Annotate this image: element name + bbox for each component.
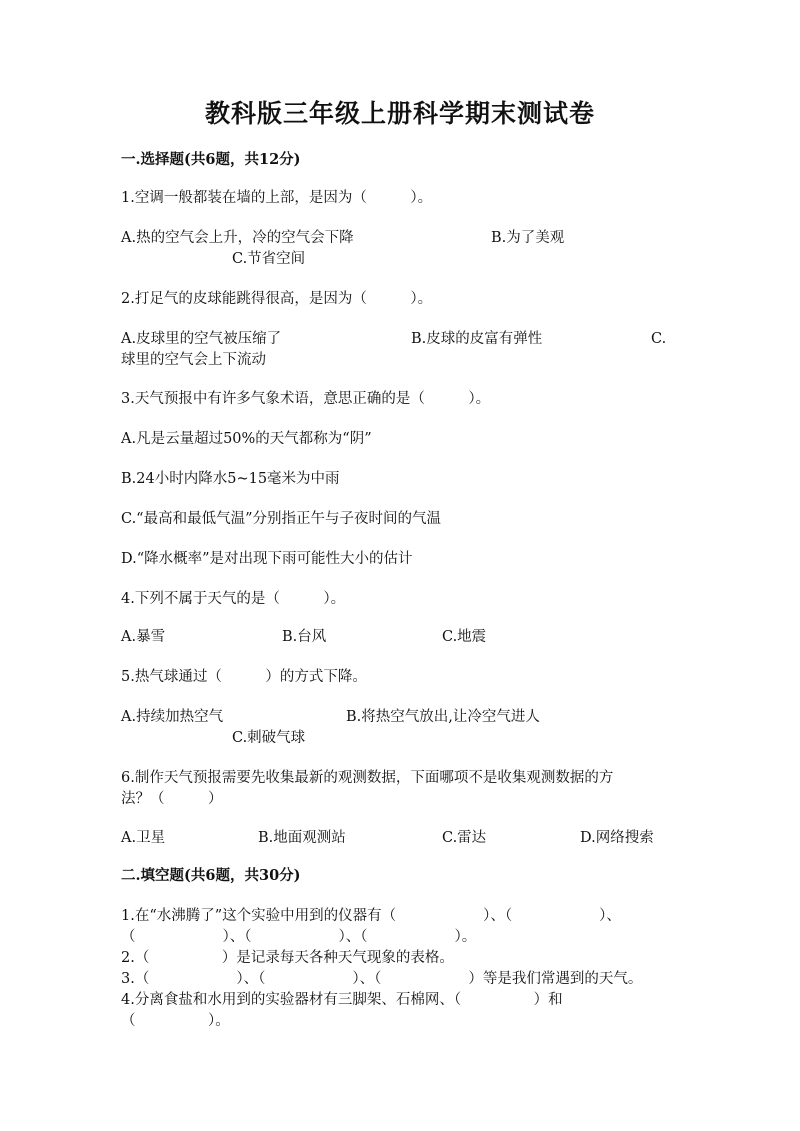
q5-option-c: C.刺破气球 bbox=[232, 730, 306, 746]
q4-option-c: C.地震 bbox=[442, 629, 487, 645]
q3-option-d: D.“降水概率”是对出现下雨可能性大小的估计 bbox=[121, 551, 413, 567]
fill1: 1.在“水沸腾了”这个实验中用到的仪器有（ ）、（ ）、 bbox=[121, 908, 621, 924]
q5-stem: 5.热气球通过（ ）的方式下降。 bbox=[121, 669, 367, 685]
q5-option-a: A.持续加热空气 bbox=[121, 709, 224, 725]
q1-stem: 1.空调一般都装在墙的上部，是因为（ ）。 bbox=[121, 190, 433, 206]
section2-heading: 二.填空题(共6题，共30分) bbox=[121, 867, 301, 884]
fill4: 4.分离食盐和水用到的实验器材有三脚架、石棉网、（ ）和 bbox=[121, 992, 563, 1008]
q3-option-a: A.凡是云量超过50%的天气都称为“阴” bbox=[121, 431, 372, 447]
q2-option-a: A.皮球里的空气被压缩了 bbox=[121, 331, 282, 347]
fill3: 3.（ ）、（ ）、（ ）等是我们常遇到的天气。 bbox=[121, 971, 643, 987]
q6-option-a: A.卫星 bbox=[121, 830, 166, 846]
fill4-continued: （ ）。 bbox=[121, 1013, 230, 1029]
q2-option-c-continued: 球里的空气会上下流动 bbox=[121, 352, 266, 368]
q3-option-c: C.“最高和最低气温”分别指正午与子夜时间的气温 bbox=[121, 511, 442, 527]
q3-stem: 3.天气预报中有许多气象术语，意思正确的是（ ）。 bbox=[121, 391, 491, 407]
q2-option-c: C. bbox=[651, 331, 667, 347]
q4-option-b: B.台风 bbox=[282, 629, 327, 645]
q6-option-d: D.网络搜索 bbox=[580, 830, 654, 846]
q1-option-c: C.节省空间 bbox=[232, 251, 306, 267]
q6-stem: 6.制作天气预报需要先收集最新的观测数据，下面哪项不是收集观测数据的方 bbox=[121, 770, 614, 786]
q2-stem: 2.打足气的皮球能跳得很高，是因为（ ）。 bbox=[121, 291, 433, 307]
fill1-continued: （ ）、（ ）、（ ）。 bbox=[121, 929, 477, 945]
q1-option-b: B.为了美观 bbox=[491, 230, 565, 246]
q6-option-c: C.雷达 bbox=[442, 830, 487, 846]
q5-option-b: B.将热空气放出,让冷空气进人 bbox=[346, 709, 540, 725]
q4-stem: 4.下列不属于天气的是（ ）。 bbox=[121, 591, 346, 607]
fill2: 2.（ ）是记录每天各种天气现象的表格。 bbox=[121, 950, 454, 966]
q6-stem-continued: 法？（ ） bbox=[121, 791, 223, 807]
q6-option-b: B.地面观测站 bbox=[258, 830, 346, 846]
q1-option-a: A.热的空气会上升，冷的空气会下降 bbox=[121, 230, 354, 246]
section1-heading: 一.选择题(共6题，共12分) bbox=[121, 151, 301, 168]
q2-option-b: B.皮球的皮富有弹性 bbox=[411, 331, 543, 347]
q4-option-a: A.暴雪 bbox=[121, 629, 166, 645]
q3-option-b: B.24小时内降水5~15毫米为中雨 bbox=[121, 471, 340, 487]
exam-title: 教科版三年级上册科学期末测试卷 bbox=[204, 99, 595, 128]
